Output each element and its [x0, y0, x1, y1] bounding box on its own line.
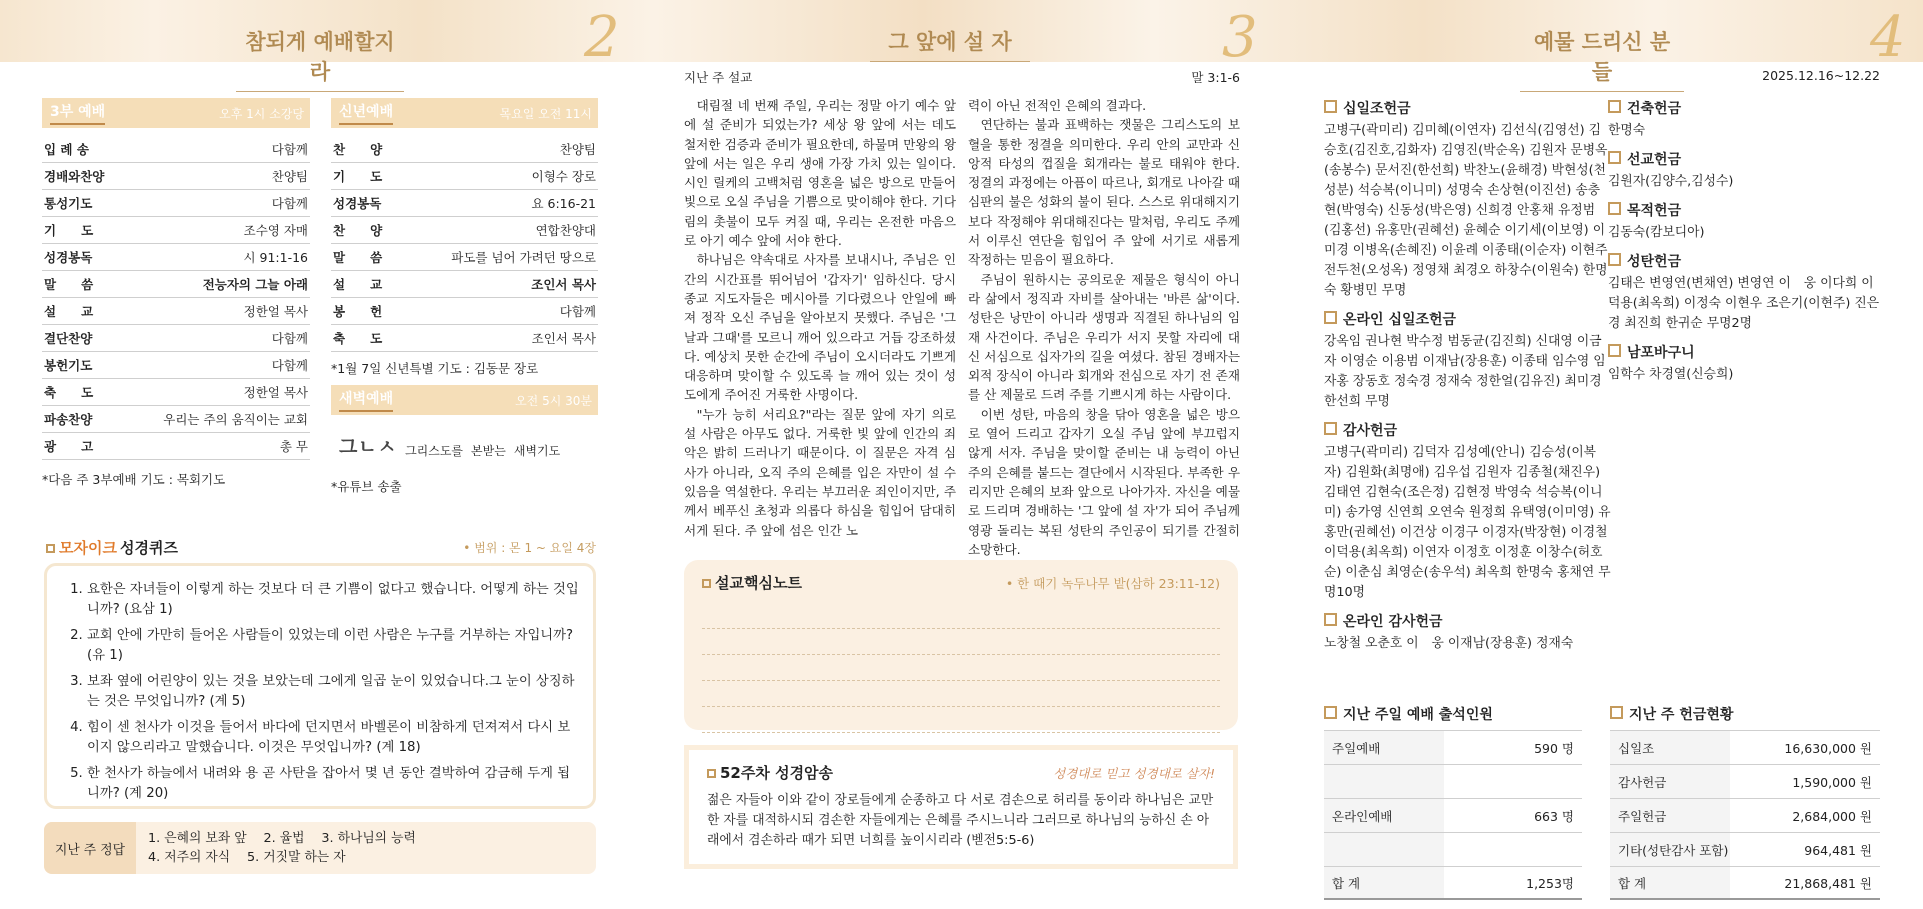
sermon-paragraph: 주님이 원하시는 공의로운 제물은 형식이 아니라 삶에서 정직과 자비를 살아내는 '바른 삶'이다. 성탄은 낭만이 아니라 생명과 직결된 하나님의 임재 사건이다. 주님은 우리가 서지 못할 자리에 대신 서심으로 십자가의 길을 여셨다. 참된 경배자는 외적 장식이 아니라 회개와 전심으로 자기 전 존재를 산 제물로 드려 주를 기쁘시게 하는 사람이다. [968, 271, 1240, 403]
dawn-logo-sub1: 그리스도를 [405, 444, 464, 458]
table-label: 합 계 [1610, 867, 1730, 898]
order-value: 찬양팀 [271, 169, 308, 184]
dawn-logo-sub3: 새벽기도 [513, 444, 561, 458]
offering-right-column [1608, 90, 1884, 385]
order-value: 조수영 자매 [243, 223, 308, 238]
table-label [1324, 833, 1444, 866]
dawn-note: *유튜브 송출 [331, 479, 402, 494]
quiz-range: • 범위 : 몬 1 ~ 요일 4장 [463, 541, 596, 555]
table-value: 1,253명 [1526, 875, 1574, 891]
quiz-title: 성경퀴즈 [119, 539, 178, 557]
table-row [1610, 764, 1880, 798]
table-value: 590 명 [1534, 740, 1574, 756]
newyear-note: *1월 7일 신년특별 기도 : 김동문 장로 [331, 361, 539, 376]
quiz-question: 2. 교회 안에 가만히 들어온 사람들이 있었는데 이런 사람은 누구를 거부하는 자입니까? (유 1) [87, 626, 581, 666]
order-row [331, 271, 598, 298]
order-item: 통성기도 [44, 196, 93, 211]
sermon-paragraph: 하나님은 약속대로 사자를 보내시나, 주님은 인간의 시간표를 뛰어넘어 '갑자기' 임하신다. 당시 종교 지도자들은 메시아를 기다렸으나 안일에 빠져 정작 오신 주님을 알아보지 못했다. 주님은 '그날과 그때'를 모르니 깨어 있으라고 거듭 강조하셨다. 예상치 못한 순간에 주님이 오시더라도 기쁘게 대응하며 맞이할 수 있도록 늘 깨어 있는 것이 성도에게 주어진 거룩한 사명이다. [684, 252, 956, 403]
finance-table [1610, 704, 1880, 900]
order-value: 조인서 목사 [531, 277, 596, 292]
order-item: 성경봉독 [333, 196, 382, 211]
quiz-question: 1. 요한은 자녀들이 이렇게 하는 것보다 더 큰 기쁨이 없다고 했습니다. 어떻게 하는 것입니까? (요삼 1) [87, 580, 581, 620]
table-row [1324, 866, 1582, 900]
order-item: 광 고 [44, 439, 94, 454]
dawn-logo [331, 415, 598, 459]
table-label: 합 계 [1324, 867, 1444, 898]
order-item: 경배와찬양 [44, 169, 105, 184]
quiz-question: 3. 보좌 옆에 어린양이 있는 것을 보았는데 그에게 일곱 눈이 있었습니다.그 눈이 상징하는 것은 무엇입니까? (계 5) [87, 672, 581, 712]
page-number-2: 2 [584, 5, 620, 70]
sermon-label: 지난 주 설교 [684, 70, 753, 85]
worship3-title: 3부 예배 [50, 101, 105, 125]
order-item: 봉 헌 [333, 304, 383, 319]
notes-ref: • 한 때기 녹두나무 밭(삼하 23:11-12) [1005, 575, 1220, 591]
table-row [1610, 866, 1880, 900]
order-value: 다함께 [271, 196, 308, 211]
page-title-3: 그 앞에 설 자 [870, 26, 1030, 62]
offering-category: 건축헌금 [1608, 98, 1884, 118]
order-item: 봉헌기도 [44, 358, 93, 373]
table-label [1324, 765, 1444, 798]
table-value: 21,868,481 원 [1784, 875, 1872, 891]
order-row [42, 136, 310, 163]
notes-lines[interactable] [702, 603, 1220, 733]
finance-title: 지난 주 헌금현황 [1610, 704, 1880, 724]
memory-box [684, 745, 1238, 869]
memory-text: 젊은 자들아 이와 같이 장로들에게 순종하고 다 서로 겸손으로 허리를 동이라 하나님은 교만한 자를 대적하시되 겸손한 자들에게는 은혜를 주시느니라 그러므로 하나님의 능하신 손 아래에서 겸손하라 때가 되면 너희를 높이시리라 (벧전5:5-6) [707, 793, 1214, 848]
sermon-paragraph: 연단하는 불과 표백하는 잿물은 그리스도의 보혈을 통한 정결을 의미한다. 우리 안의 교만과 신앙적 타성의 껍질을 회개라는 불로 태워야 한다. 정결의 과정에는 아픔이 따르나, 회개로 나아갈 때 심판의 불은 성화의 불이 된다. 스스로 위대해지기보다 작정해야 위대해진다는 말처럼, 우리도 주께서 이루신 연단을 힘입어 주 앞에 서기로 새롭게 작정하는 믿음이 필요하다. [968, 117, 1240, 268]
offering-category: 선교헌금 [1608, 149, 1884, 169]
offering-category: 성탄헌금 [1608, 251, 1884, 271]
table-value: 2,684,000 원 [1792, 808, 1872, 824]
quiz-box [44, 563, 596, 809]
dawn-logo-main: 그ㄴㅅ [339, 436, 398, 458]
order-item: 기 도 [333, 169, 383, 184]
notes-title: 설교핵심노트 [715, 574, 802, 592]
page-number-3: 3 [1222, 5, 1258, 70]
offering-category: 목적헌금 [1608, 200, 1884, 220]
order-value: 다함께 [559, 304, 596, 319]
order-item: 말 씀 [333, 250, 383, 265]
order-row [42, 244, 310, 271]
order-item: 기 도 [44, 223, 94, 238]
order-row [331, 244, 598, 271]
order-value: 연합찬양대 [535, 223, 596, 238]
table-row [1610, 798, 1880, 832]
page-title-4: 예물 드리신 분들 [1520, 26, 1684, 92]
sermon-notes-box [684, 560, 1238, 730]
order-row [42, 406, 310, 433]
quiz-brand: 모자이크 [59, 539, 117, 557]
table-label: 주일헌금 [1610, 799, 1730, 832]
quiz-header [46, 537, 596, 558]
order-row [331, 163, 598, 190]
order-row [42, 163, 310, 190]
order-row [42, 298, 310, 325]
dawn-header [331, 385, 598, 415]
offering-category: 십일조헌금 [1324, 98, 1612, 118]
quiz-answer-line1: 1. 은혜의 보좌 앞 2. 율법 3. 하나님의 능력 [148, 831, 416, 846]
order-value: 요 6:16-21 [531, 196, 596, 211]
offering-names: 고병구(곽미리) 김덕자 김성예(안니) 김승성(이복자) 김원화(최명애) 김우섭 김원자 김종철(채진우) 김태연 김현숙(조은정) 김현정 박영숙 석승복(이니미) 송가영 신연희 오연숙 원정희 유택영(이미영) 유홍만(권혜선) 이건상 이경구 이경자(박장현) 이경철 이덕용(최옥희) 이연자 이정호 이정훈 이창수(허호순) 이춘심 최영순(송우석) 최옥희 한명숙 홍채연 무명10명 [1324, 445, 1611, 600]
offering-category: 감사헌금 [1324, 420, 1612, 440]
table-label: 십일조 [1610, 731, 1730, 764]
sermon-column-2 [968, 96, 1240, 559]
order-value: 파도를 넘어 가려던 땅으로 [451, 250, 596, 265]
order-row [42, 379, 310, 406]
offering-names: 김태은 변영연(변채연) 변영연 이 웅 이다희 이덕용(최옥희) 이정숙 이현우 조은기(이현주) 진은경 최진희 한귀순 무명2명 [1608, 276, 1880, 331]
table-row [1324, 764, 1582, 798]
quiz-answer-line2: 4. 저주의 자식 5. 거짓말 하는 자 [148, 850, 346, 865]
offering-names: 김동숙(캄보디아) [1608, 225, 1705, 240]
sermon-column-1 [684, 96, 956, 540]
offering-category: 남포바구니 [1608, 342, 1884, 362]
table-row [1324, 832, 1582, 866]
sermon-paragraph: 력이 아닌 전적인 은혜의 결과다. [968, 98, 1147, 113]
table-value: 964,481 원 [1804, 842, 1872, 858]
newyear-time: 목요일 오전 11시 [499, 106, 592, 121]
table-row [1324, 730, 1582, 764]
order-row [42, 433, 310, 460]
offering-names: 한명숙 [1608, 123, 1646, 138]
order-value: 정한얼 목사 [243, 385, 308, 400]
sermon-paragraph: "누가 능히 서리요?"라는 질문 앞에 자기 의로 설 사람은 아무도 없다. 거룩한 빛 앞에 인간의 죄악은 밝히 드러나기 때문이다. 이 질문은 자격 심사가 아니라, 오직 주의 은혜를 입은 자만이 설 수 있음을 역설한다. 우리는 부끄러운 죄인이지만, 주께서 베푸신 초청과 의롭다 하심을 힘입어 담대히 서게 된다. 주 앞에 섬은 인간 노 [684, 406, 956, 538]
memory-slogan: 성경대로 믿고 성경대로 살자! [1053, 765, 1215, 781]
dawn-time: 오전 5시 30분 [515, 393, 592, 408]
order-value: 다함께 [271, 142, 308, 157]
order-row [331, 298, 598, 325]
worship3-note: *다음 주 3부예배 기도 : 목회기도 [42, 472, 226, 487]
page-number-4: 4 [1870, 5, 1906, 70]
order-value: 총 무 [279, 439, 308, 454]
offering-date: 2025.12.16~12.22 [1762, 68, 1880, 83]
table-value: 16,630,000 원 [1784, 740, 1872, 756]
order-item: 파송찬양 [44, 412, 93, 427]
sermon-paragraph: 이번 성탄, 마음의 창을 닦아 영혼을 넓은 방으로 열어 드리고 갑자기 오실 주님 앞에 부끄럽지 않게 서자. 주님을 맞이할 준비는 내 능력이 아닌 주의 은혜를 붙드는 결단에서 시작된다. 부족한 우리지만 은혜의 보좌 앞으로 나아가자. 자신을 예물로 드리며 경배하는 '그 앞에 설 자'가 되어 주님께 영광 돌리는 복된 성탄의 주인공이 되기를 간절히 소망한다. [968, 406, 1240, 557]
order-row [331, 190, 598, 217]
order-row [331, 325, 598, 352]
offering-names: 고병구(곽미리) 김미혜(이연자) 김선식(김영선) 김승호(김진호,김화자) 김영진(박순옥) 김원자 문병옥(송봉수) 문서진(한선희) 박찬노(윤해경) 박현성(천성분) 석승복(이니미) 성명숙 손상현(이진선) 송충현(박영숙) 신동성(박은영) 신희경 안홍채 유정범(김홍선) 유홍만(권혜선) 윤혜순 이기세(이보영) 이미경 이병옥(손혜진) 이윤례 이종태(이순자) 이현주 전두천(오성옥) 정영채 최경오 하창수(이원숙) 한명숙 황병민 무명 [1324, 123, 1608, 298]
offering-names: 노창철 오춘호 이 웅 이재남(장용훈) 정재숙 [1324, 636, 1574, 651]
quiz-question: 5. 한 천사가 하늘에서 내려와 용 곧 사탄을 잡아서 몇 년 동안 결박하여 감금해 두게 됩니까? (계 20) [87, 764, 581, 804]
offering-category: 온라인 십일조헌금 [1324, 309, 1612, 329]
worship3-time: 오후 1시 소강당 [219, 106, 304, 121]
offering-names: 강옥임 권나현 박수정 범동균(김진희) 신대영 이금자 이영순 이용범 이재남(장용훈) 이종태 임수영 임자홍 장동호 정숙경 정재숙 정한얼(김유진) 최미경 한선희 무명 [1324, 334, 1606, 409]
dawn-logo-sub2: 본받는 [471, 444, 506, 458]
order-item: 결단찬양 [44, 331, 93, 346]
order-item: 축 도 [333, 331, 383, 346]
order-row [42, 352, 310, 379]
newyear-title: 신년예배 [339, 101, 393, 125]
offering-left-column [1324, 90, 1612, 654]
table-row [1324, 798, 1582, 832]
order-value: 시 91:1-16 [243, 250, 308, 265]
offering-names: 임학수 차경열(신승희) [1608, 367, 1734, 382]
order-row [42, 217, 310, 244]
attendance-table [1324, 704, 1582, 900]
table-row [1610, 730, 1880, 764]
order-row [42, 271, 310, 298]
quiz-question: 4. 힘이 센 천사가 이것을 들어서 바다에 던지면서 바벨론이 비참하게 던져져서 다시 보이지 않으리라고 말했습니다. 이것은 무엇입니까? (계 18) [87, 718, 581, 758]
order-item: 찬 양 [333, 142, 383, 157]
order-value: 다함께 [271, 358, 308, 373]
order-item: 축 도 [44, 385, 94, 400]
table-label: 기타(성탄감사 포함) [1610, 833, 1730, 866]
quiz-answer-label: 지난 주 정답 [44, 822, 136, 874]
dawn-title: 새벽예배 [339, 388, 393, 412]
table-label: 주일예배 [1324, 731, 1444, 764]
order-value: 다함께 [271, 331, 308, 346]
order-item: 설 교 [333, 277, 383, 292]
order-item: 찬 양 [333, 223, 383, 238]
order-value: 찬양팀 [559, 142, 596, 157]
newyear-header [331, 98, 598, 128]
table-value: 663 명 [1534, 808, 1574, 824]
order-item: 입 례 송 [44, 142, 89, 157]
table-label: 온라인예배 [1324, 799, 1444, 832]
order-value: 우리는 주의 움직이는 교회 [163, 412, 308, 427]
order-item: 설 교 [44, 304, 94, 319]
order-row [331, 136, 598, 163]
worship3-box [42, 98, 310, 488]
order-value: 정한얼 목사 [243, 304, 308, 319]
sermon-paragraph: 대림절 네 번째 주일, 우리는 정말 아기 예수 앞에 설 준비가 되었는가? 세상 왕 앞에 서는 데도 철저한 검증과 준비가 필요한데, 하물며 만왕의 왕 앞에 서는 일은 우리 생애 가장 가치 있는 일이다. 시인 릴케의 고백처럼 영혼을 넓은 방으로 만들어 빛으로 오실 주님을 기쁨으로 맞이해야 한다. 기다림의 촛불이 모두 켜질 때, 우리는 온전한 마음으로 아기 예수 앞에 서야 한다. [684, 98, 956, 249]
newyear-box [331, 98, 598, 495]
table-row [1610, 832, 1880, 866]
table-value: 1,590,000 원 [1792, 774, 1872, 790]
attendance-title: 지난 주일 예배 출석인원 [1324, 704, 1582, 724]
order-value: 전능자의 그늘 아래 [202, 277, 308, 292]
sermon-ref: 말 3:1-6 [1191, 70, 1240, 85]
order-value: 조인서 목사 [531, 331, 596, 346]
order-item: 성경봉독 [44, 250, 93, 265]
table-label: 감사헌금 [1610, 765, 1730, 798]
offering-category: 온라인 감사헌금 [1324, 611, 1612, 631]
order-row [42, 190, 310, 217]
quiz-answer-box [44, 822, 596, 874]
page-title-2: 참되게 예배할지라 [236, 26, 404, 92]
worship3-header [42, 98, 310, 128]
offering-names: 김원자(김양수,김성수) [1608, 174, 1734, 189]
order-row [331, 217, 598, 244]
order-row [42, 325, 310, 352]
order-value: 이형수 장로 [531, 169, 596, 184]
order-item: 말 씀 [44, 277, 94, 292]
memory-title: 52주차 성경암송 [720, 764, 834, 782]
